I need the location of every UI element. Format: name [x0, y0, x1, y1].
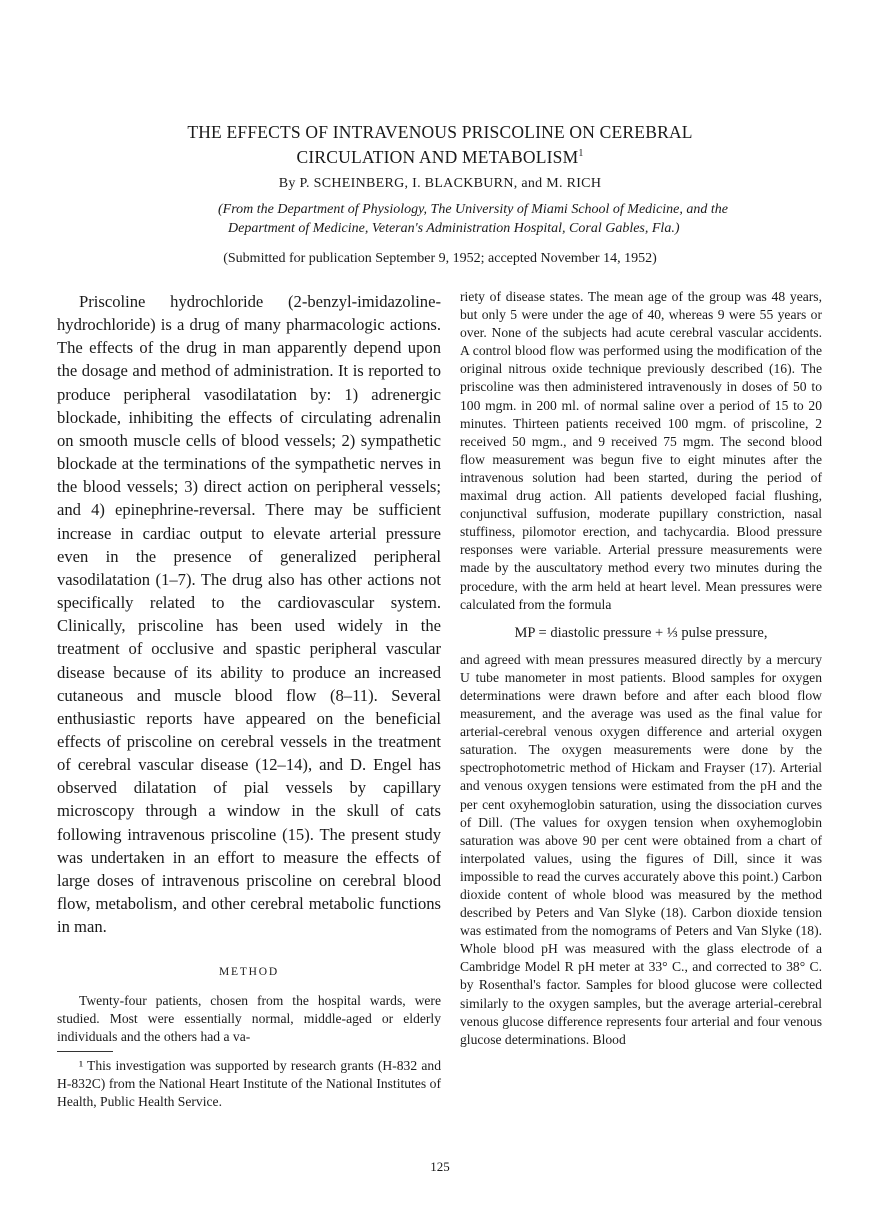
article-title: [100, 122, 780, 168]
author-line: By P. SCHEINBERG, I. BLACKBURN, and M. RICH: [278, 176, 602, 191]
affiliation-line-1: (From the Department of Physiology, The University of Miami School of Medicine, and the: [218, 202, 728, 217]
footnote-rule: [57, 1051, 113, 1052]
submission-dates: (Submitted for publication September 9, 1952; accepted November 14, 1952): [223, 251, 657, 266]
affiliation-line-2: Department of Medicine, Veteran's Administration Hospital, Coral Gables, Fla.): [228, 221, 680, 236]
method-paragraph-continued: riety of disease states. The mean age of the group was 48 years, but only 5 were under the age of 40, whereas 9 were 55 years or over. None of the subjects had acute cerebral vascular accidents. A control blood flow was performed using the modification of the original nitrous oxide technique previously described (16). The priscoline was then administered intravenously in doses of 50 to 100 mgm. in 200 ml. of normal saline over a period of 15 to 20 minutes. Thirteen patients received 100 mgm. of priscoline, 2 received 50 mgm., and 9 received 75 mgm. The second blood flow measurement was begun five to eight minutes after the intravenous solution had been started, during the period of maximal drug action. All patients developed facial flushing, conjunctival suffusion, moderate pupillary constriction, nasal stuffiness, pilomotor erection, and tachycardia. Blood pressure responses were variable. Arterial pressure measurements were made by the auscultatory method every two minutes during the procedure, with the arm held at heart level. Mean pressures were calculated from the formula: [460, 289, 822, 612]
page-number: 125: [430, 1159, 450, 1174]
footnote: ¹ This investigation was supported by research grants (H-832 and H-832C) from the National Heart Institute of the National Institutes of Health, Public Health Service.: [57, 1058, 441, 1110]
title-footnote-mark: 1: [578, 148, 584, 159]
affiliation: [218, 200, 758, 238]
left-column: [57, 290, 441, 938]
title-line-2: CIRCULATION AND METABOLISM: [296, 146, 579, 167]
method-paragraph-2: and agreed with mean pressures measured directly by a mercury U tube manometer in most patients. Blood samples for oxygen determinations were drawn before and after each blood flow measurement, and the average was used as the final value for arterial-cerebral venous oxygen difference and arterial oxygen saturation. The oxygen measurements were done by the spectrophotometric method of Hickam and Frayser (17). Arterial and venous oxygen tensions were estimated from the pH and the per cent oxyhemoglobin saturation, using the dissociation curves of Dill. (The values for oxygen tension when oxyhemoglobin saturation was above 90 per cent were obtained from a chart of interpolated values, using the figures of Dill, since it was impossible to read the curves accurately above this point.) Carbon dioxide content of whole blood was measured by the method described by Peters and Van Slyke (18). Carbon dioxide tension was estimated from the nomograms of Peters and Van Slyke (18). Whole blood pH was measured with the glass electrode of a Cambridge Model R pH meter at 33° C., and corrected to 38° C. by Rosenthal's factor. Samples for blood glucose were collected similarly to the oxygen samples, but the average arterial-cerebral venous glucose difference represents four arterial and four venous glucose determinations. Blood: [460, 651, 822, 1047]
method-paragraph-start: Twenty-four patients, chosen from the hospital wards, were studied. Most were essentially normal, middle-aged or elderly individuals and the others had a va-: [57, 993, 441, 1045]
mean-pressure-formula: MP = diastolic pressure + ⅓ pulse pressure,: [514, 624, 768, 641]
intro-paragraph: Priscoline hydrochloride (2-benzyl-imidazoline-hydrochloride) is a drug of many pharmacologic actions. The effects of the drug in man apparently depend upon the dosage and method of administration. It is reported to produce peripheral vasodilatation by: 1) adrenergic blockade, inhibiting the effects of circulating adrenalin on smooth muscle cells of blood vessels; 2) sympathetic blockade at the terminations of the sympathetic nerves in the blood vessels; 3) direct action on peripheral vessels; and 4) epinephrine-reversal. There may be sufficient increase in cardiac output to elevate arterial pressure even in the presence of generalized peripheral vasodilatation (1–7). The drug also has other actions not specifically related to the cardiovascular system. Clinically, priscoline has been used widely in the treatment of occlusive and spastic peripheral vascular disease because of its ability to produce an increased cutaneous and muscle blood flow (8–11). Several enthusiastic reports have appeared on the beneficial effects of priscoline on cerebral vessels in the treatment of cerebral vascular disease (12–14), and D. Engel has observed dilatation of pial vessels by capillary microscopy through a window in the skull of cats following intravenous priscoline (15). The present study was undertaken in an effort to measure the effects of large doses of intravenous priscoline on cerebral blood flow, metabolism, and other cerebral metabolic functions in man.: [57, 292, 441, 937]
right-column: [460, 288, 822, 1049]
method-heading: METHOD: [219, 966, 279, 978]
title-line-1: THE EFFECTS OF INTRAVENOUS PRISCOLINE ON CEREBRAL: [187, 122, 693, 142]
